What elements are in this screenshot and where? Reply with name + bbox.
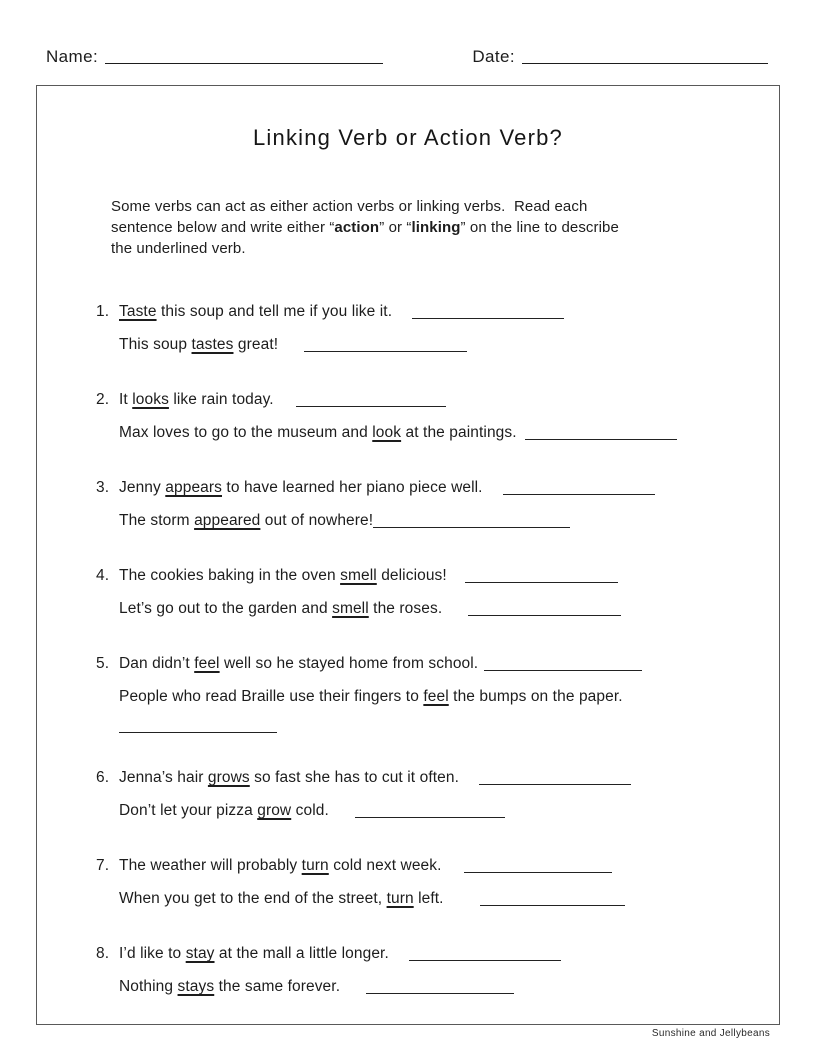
sentence-post: at the mall a little longer.	[214, 945, 389, 962]
name-label: Name:	[46, 47, 99, 66]
footer-credit: Sunshine and Jellybeans	[651, 1028, 770, 1039]
answer-blank	[409, 949, 561, 961]
name-field	[46, 46, 383, 68]
sentence-post: so fast she has to cut it often.	[249, 769, 459, 786]
instructions	[111, 196, 736, 259]
answer-blank	[373, 516, 570, 528]
item-number: 6.	[96, 769, 110, 786]
list-item	[96, 383, 779, 416]
page-title: Linking Verb or Action Verb?	[252, 125, 563, 150]
sentence-post: the roses.	[368, 600, 443, 617]
sentence-pre: Let’s go out to the garden and	[119, 600, 333, 617]
underlined-verb: smell	[340, 567, 377, 584]
instructions-bold-linking: linking	[411, 219, 461, 236]
worksheet-item	[96, 761, 779, 827]
list-item	[119, 328, 779, 361]
worksheet-item	[96, 471, 779, 537]
item-number: 1.	[96, 303, 110, 320]
underlined-verb: Taste	[119, 303, 157, 320]
underlined-verb: turn	[386, 890, 414, 907]
name-blank-line	[105, 50, 383, 64]
item-number: 2.	[96, 391, 110, 408]
instructions-line3: the underlined verb.	[111, 240, 246, 257]
answer-blank	[503, 483, 655, 495]
sentence-post: like rain today.	[168, 391, 274, 408]
list-item	[119, 504, 779, 537]
sentence-pre: People who read Braille use their fingers to	[119, 688, 424, 705]
answer-blank	[479, 773, 631, 785]
list-item	[119, 970, 779, 1003]
sentence-post: at the paintings.	[401, 424, 517, 441]
answer-blank	[484, 659, 642, 671]
list-item	[96, 761, 779, 794]
instructions-line2c: ” or “	[379, 219, 412, 236]
sentence-post: delicious!	[376, 567, 447, 584]
sentence-post: the bumps on the paper.	[448, 688, 623, 705]
underlined-verb: grows	[207, 769, 250, 786]
list-item	[119, 416, 779, 449]
underlined-verb: looks	[132, 391, 169, 408]
sentence-pre: Max loves to go to the museum and	[119, 424, 373, 441]
sentence-post: to have learned her piano piece well.	[222, 479, 483, 496]
sentence-pre: This soup	[119, 336, 192, 353]
list-item	[96, 295, 779, 328]
answer-blank	[119, 721, 277, 733]
underlined-verb: look	[372, 424, 402, 441]
sentence-pre: The cookies baking in the oven	[119, 567, 341, 584]
list-item	[119, 713, 779, 739]
worksheet-item	[96, 295, 779, 361]
sentence-pre: I’d like to	[119, 945, 186, 962]
answer-blank	[366, 982, 514, 994]
header	[0, 0, 816, 68]
sentence-pre: Nothing	[119, 978, 178, 995]
answer-blank	[465, 571, 618, 583]
answer-blank	[525, 428, 677, 440]
instructions-bold-action: action	[334, 219, 380, 236]
sentence-post: cold next week.	[328, 857, 442, 874]
list-item	[119, 794, 779, 827]
list-item	[96, 937, 779, 970]
list-item	[119, 592, 779, 625]
worksheet-item	[96, 647, 779, 739]
list-item	[96, 647, 779, 680]
sentence-pre: Jenna’s hair	[119, 769, 208, 786]
answer-blank	[296, 395, 446, 407]
answer-blank	[412, 307, 564, 319]
answer-blank	[464, 861, 612, 873]
list-item	[96, 849, 779, 882]
items-list	[37, 295, 779, 1003]
item-number: 4.	[96, 567, 110, 584]
list-item	[96, 559, 779, 592]
sentence-pre: It	[119, 391, 133, 408]
item-number: 7.	[96, 857, 110, 874]
list-item	[119, 882, 779, 915]
worksheet-item	[96, 849, 779, 915]
instructions-line2a: sentence below and write either “	[111, 219, 335, 236]
sentence-pre: Dan didn’t	[119, 655, 195, 672]
date-blank-line	[522, 50, 768, 64]
sentence-post: out of nowhere!	[260, 512, 374, 529]
list-item	[96, 471, 779, 504]
underlined-verb: turn	[301, 857, 329, 874]
worksheet-item	[96, 937, 779, 1003]
underlined-verb: smell	[332, 600, 369, 617]
underlined-verb: stays	[177, 978, 215, 995]
sentence-pre: When you get to the end of the street,	[119, 890, 387, 907]
answer-blank	[304, 340, 467, 352]
date-label: Date:	[472, 47, 515, 66]
date-field	[472, 46, 768, 68]
underlined-verb: tastes	[191, 336, 234, 353]
item-number: 5.	[96, 655, 110, 672]
sentence-post: the same forever.	[214, 978, 341, 995]
answer-blank	[355, 806, 505, 818]
answer-blank	[468, 604, 621, 616]
sentence-pre: Don’t let your pizza	[119, 802, 258, 819]
sentence-pre: The weather will probably	[119, 857, 302, 874]
instructions-line1: Some verbs can act as either action verbs or linking verbs. Read each	[111, 198, 588, 215]
item-number: 3.	[96, 479, 110, 496]
sentence-pre: Jenny	[119, 479, 166, 496]
instructions-line2e: ” on the line to describe	[460, 219, 619, 236]
item-number: 8.	[96, 945, 110, 962]
underlined-verb: appears	[165, 479, 222, 496]
underlined-verb: stay	[185, 945, 215, 962]
underlined-verb: feel	[194, 655, 220, 672]
worksheet-item	[96, 383, 779, 449]
answer-blank	[480, 894, 625, 906]
sentence-post: well so he stayed home from school.	[219, 655, 479, 672]
underlined-verb: appeared	[194, 512, 261, 529]
sentence-post: cold.	[291, 802, 329, 819]
underlined-verb: feel	[423, 688, 449, 705]
worksheet-item	[96, 559, 779, 625]
sentence-pre: The storm	[119, 512, 195, 529]
list-item	[119, 680, 779, 713]
worksheet-frame	[36, 85, 780, 1025]
sentence-post: great!	[233, 336, 279, 353]
underlined-verb: grow	[257, 802, 292, 819]
sentence-post: left.	[413, 890, 444, 907]
sentence-post: this soup and tell me if you like it.	[156, 303, 393, 320]
